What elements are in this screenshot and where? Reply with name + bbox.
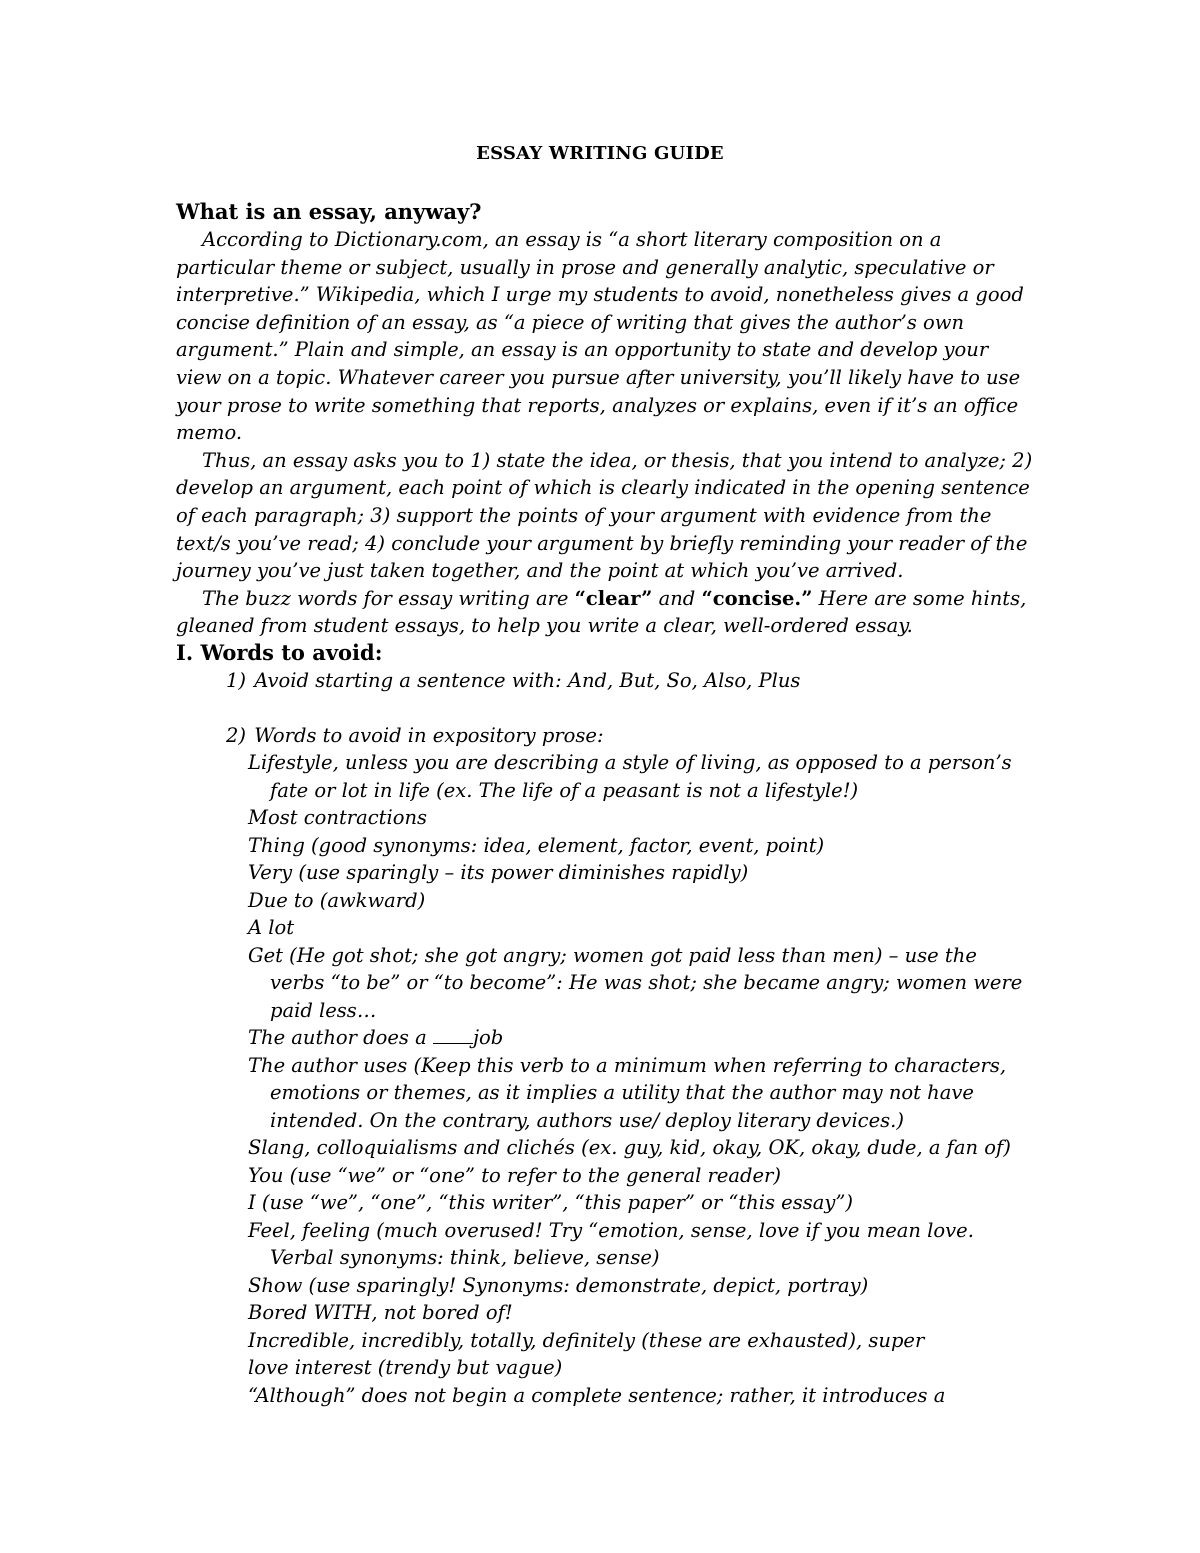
avoid-entry: You (use “we” or “one” to refer to the general reader) (248, 1163, 781, 1187)
avoid-entry: The author uses (Keep this verb to a minimum when referring to characters, emotions or themes, as it implies a utility that the author may not have intended. On the contrary, authors use/ deploy literary devices.) (248, 1053, 1007, 1132)
paragraph-structure: Thus, an essay asks you to 1) state the idea, or thesis, that you intend to analyze; 2) develop an argument, each point of which is clearly indicated in the opening sentence of each paragraph; 3) support the points of your argument with evidence from the text/s you’ve read; 4) conclude your argument by briefly reminding your reader of the journey you’ve just taken together, and the point at which you’ve arrived. (176, 448, 1033, 583)
avoid-entry-blank (248, 1024, 1028, 1052)
paragraph-definition: According to Dictionary.com, an essay is “a short literary composition on a particular theme or subject, usually in prose and generally analytic, speculative or interpretive.” Wikipedia, which I urge my students to avoid, nonetheless gives a good concise definition of an essay, as “a piece of writing that gives the author’s own argument.” Plain and simple, an essay is an opportunity to state and develop your view on a topic. Whatever career you pursue after university, you’ll likely have to use your prose to write something that reports, analyzes or explains, even if it’s an office memo. (176, 228, 1024, 445)
avoid-entry-suffix: job (472, 1026, 504, 1049)
avoid-entry: Very (use sparingly – its power diminishes rapidly) (248, 861, 749, 884)
avoid-entry: Lifestyle, unless you are describing a style of living, as opposed to a person’s fate or lot in life (ex. The life of a peasant is not a lifestyle!) (248, 751, 1012, 802)
buzz-text-middle: and (652, 586, 702, 610)
avoid-entry: love interest (trendy but vague) (248, 1356, 563, 1379)
words-to-avoid-list (248, 749, 1028, 1409)
buzz-text-after: Here are some hints, gleaned from student essays, to help you write a clear, well-ordered essay. (176, 586, 1027, 638)
intro-body (176, 226, 1036, 640)
avoid-entry: Feel, feeling (much overused! Try “emotion, sense, love if you mean love. Verbal synonyms: think, believe, sense) (248, 1218, 974, 1269)
avoid-entry: Incredible, incredibly, totally, definitely (these are exhausted), super (248, 1328, 925, 1352)
avoid-entry: Bored WITH, not bored of! (248, 1301, 513, 1324)
paragraph-buzzwords (176, 585, 1036, 640)
avoid-entry: A lot (248, 916, 295, 939)
avoid-entry: Get (He got shot; she got angry; women got paid less than men) – use the verbs “to be” or “to become”: He was shot; she became angry; women were paid less… (248, 943, 1023, 1022)
avoid-entry: Most contractions (248, 806, 428, 829)
avoid-entry: Due to (awkward) (248, 888, 426, 912)
avoid-entry: “Although” does not begin a complete sentence; rather, it introduces a (248, 1383, 946, 1407)
buzz-word-concise: “concise.” (701, 586, 813, 610)
avoid-entry: Slang, colloquialisms and clichés (ex. guy, kid, okay, OK, okay, dude, a fan of) (248, 1136, 1011, 1159)
buzz-word-clear: “clear” (574, 586, 653, 610)
avoid-entry: I (use “we”, “one”, “this writer”, “this paper” or “this essay”) (248, 1191, 853, 1214)
avoid-entry: Show (use sparingly! Synonyms: demonstrate, depict, portray) (248, 1273, 869, 1297)
document-title: ESSAY WRITING GUIDE (476, 143, 724, 164)
list-item-text: Words to avoid in expository prose: (254, 724, 604, 747)
list-item (176, 722, 1036, 750)
list-item-text: Avoid starting a sentence with: And, But, So, Also, Plus (254, 669, 801, 692)
fill-in-blank (433, 1042, 473, 1044)
list-item (176, 667, 1036, 695)
avoid-entry: Thing (good synonyms: idea, element, factor, event, point) (248, 833, 825, 857)
list-item-number: 1) (225, 669, 246, 692)
words-to-avoid-heading: I. Words to avoid: (176, 640, 383, 665)
buzz-text-before: The buzz words for essay writing are (202, 586, 575, 610)
avoid-entry-text: The author does a (248, 1026, 433, 1049)
intro-heading: What is an essay, anyway? (176, 199, 482, 224)
list-item-number: 2) (225, 724, 246, 747)
